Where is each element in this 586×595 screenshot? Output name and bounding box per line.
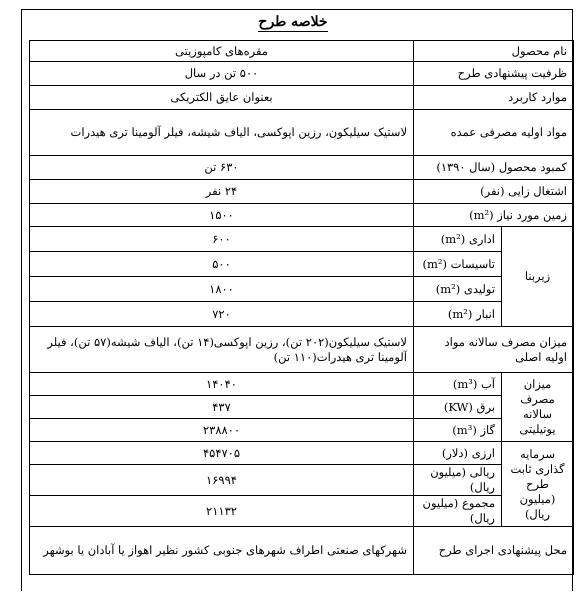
sub-label: آب (m³): [414, 373, 502, 396]
sub-label: ارزی (دلار): [414, 442, 502, 465]
table-row-capacity: [30, 62, 574, 86]
row-value: شهرکهای صنعتی اطراف شهرهای جنوبی کشور نظیر اهواز یا آبادان یا بوشهر: [30, 527, 414, 575]
row-value: ۱۴۰۴۰: [30, 373, 414, 396]
table-row-infra: [30, 252, 574, 277]
row-value: ۷۲۰: [30, 302, 414, 327]
summary-table: [29, 40, 574, 575]
row-label: مواد اولیه مصرفی عمده: [414, 110, 574, 156]
page-title: خلاصه طرح: [258, 14, 328, 30]
row-label: کمبود محصول (سال ۱۳۹۰): [414, 156, 574, 180]
row-value: مقره‌های کامپوزیتی: [30, 41, 414, 62]
sub-label: ریالی (میلیون ریال): [414, 465, 502, 496]
group-label-investment: سرمایه گذاری ثابت طرح (میلیون ریال): [502, 442, 574, 527]
sub-label: تولیدی (m²): [414, 277, 502, 302]
row-value: بعنوان عایق الکتریکی: [30, 86, 414, 110]
row-label: اشتغال زایی (نفر): [414, 180, 574, 204]
row-label: موارد کاربرد: [414, 86, 574, 110]
table-row-investment: [30, 465, 574, 496]
table-row-infra: [30, 302, 574, 327]
table-row-employment: [30, 180, 574, 204]
table-row-investment: [30, 442, 574, 465]
table-row-materials: [30, 110, 574, 156]
row-label: زمین مورد نیاز (m²): [414, 204, 574, 227]
table-row-infra: [30, 227, 574, 252]
table-row-shortage: [30, 156, 574, 180]
table-row-investment: [30, 496, 574, 527]
table-row-utilities: [30, 419, 574, 442]
row-label: ظرفیت پیشنهادی طرح: [414, 62, 574, 86]
table-row-product: [30, 41, 574, 62]
row-value: ۴۵۴۷۰۵: [30, 442, 414, 465]
sub-label: انبار (m²): [414, 302, 502, 327]
table-row-utilities: [30, 373, 574, 396]
row-value: ۵۰۰: [30, 252, 414, 277]
row-label: میزان مصرف سالانه مواد اولیه اصلی: [414, 327, 574, 373]
group-label-utilities: میزان مصرف سالانه یوتیلیتی: [502, 373, 574, 442]
row-value: لاستیک سیلیکون(۲۰۲ تن)، رزین اپوکسی(۱۴ تن)، الیاف شیشه(۵۷ تن)، فیلر آلومینا تری هیدرات(۱۱۰ تن): [30, 327, 414, 373]
table-row-location: [30, 527, 574, 575]
row-value: ۴۳۷: [30, 396, 414, 419]
row-value: ۱۸۰۰: [30, 277, 414, 302]
row-value: ۵۰۰ تن در سال: [30, 62, 414, 86]
row-value: ۶۳۰ تن: [30, 156, 414, 180]
row-value: ۱۵۰۰: [30, 204, 414, 227]
row-value: ۲۴ نفر: [30, 180, 414, 204]
row-label: محل پیشنهادی اجرای طرح: [414, 527, 574, 575]
row-value: ۲۳۸۸۰۰: [30, 419, 414, 442]
table-row-annual-materials: [30, 327, 574, 373]
row-value: لاستیک سیلیکون، رزین اپوکسی، الیاف شیشه، فیلر آلومینا تری هیدرات: [30, 110, 414, 156]
row-value: ۶۰۰: [30, 227, 414, 252]
row-label: نام محصول: [414, 41, 574, 62]
sub-label: تاسیسات (m²): [414, 252, 502, 277]
table-row-usage: [30, 86, 574, 110]
sub-label: اداری (m²): [414, 227, 502, 252]
row-value: ۱۶۹۹۴: [30, 465, 414, 496]
sub-label: مجموع (میلیون ریال): [414, 496, 502, 527]
table-row-land: [30, 204, 574, 227]
table-row-utilities: [30, 396, 574, 419]
row-value: ۲۱۱۳۲: [30, 496, 414, 527]
sub-label: برق (KW): [414, 396, 502, 419]
group-label-infra: زیربنا: [502, 227, 574, 327]
sub-label: گاز (m³): [414, 419, 502, 442]
table-row-infra: [30, 277, 574, 302]
